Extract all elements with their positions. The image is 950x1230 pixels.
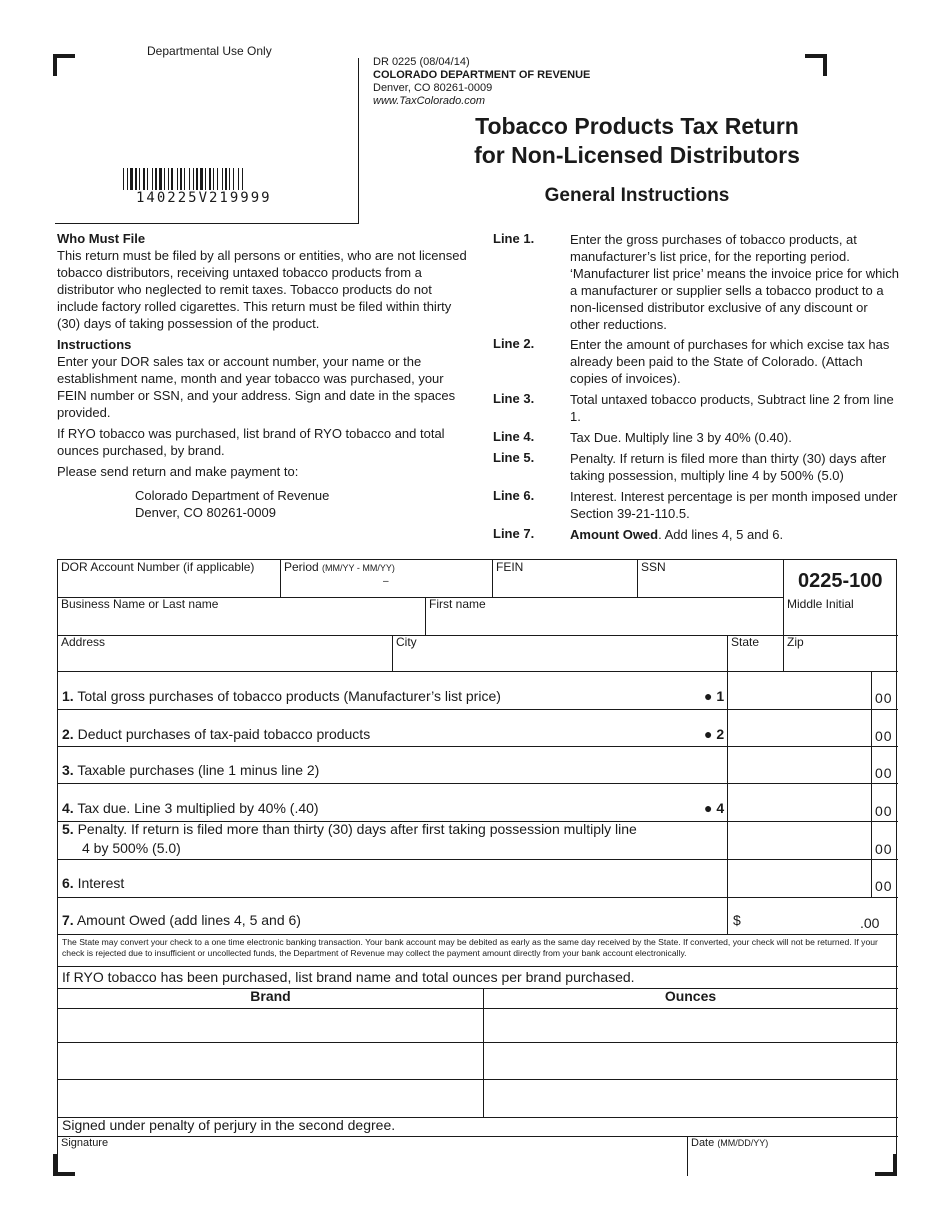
barcode-text: 140225V219999 (136, 190, 272, 206)
line-2-text: Deduct purchases of tax-paid tobacco products (77, 726, 371, 742)
barcode-bar (177, 168, 178, 190)
barcode-bar (143, 168, 145, 190)
line-3-num: 3. (62, 762, 74, 778)
ssn-label: SSN (641, 560, 666, 574)
barcode-bar (209, 168, 211, 190)
who-must-file-heading: Who Must File (57, 231, 146, 246)
brand-header: Brand (250, 988, 291, 1004)
divider (58, 709, 898, 710)
barcode-bar (123, 168, 124, 190)
ounces-header: Ounces (664, 988, 717, 1004)
line-4-cents: 00 (875, 803, 893, 819)
instr-line-7-label: Line 7. (493, 526, 535, 541)
line-7-text: Amount Owed (add lines 4, 5 and 6) (76, 912, 301, 928)
return-form (57, 559, 897, 1175)
instr-line-3-text: Total untaxed tobacco products, Subtract line 2 from line 1. (570, 392, 894, 424)
agency-name: COLORADO DEPARTMENT OF REVENUE (373, 69, 591, 81)
period-label (284, 560, 395, 574)
line-5-cents: 00 (875, 841, 893, 857)
title-line-2: for Non-Licensed Distributors (474, 142, 800, 168)
period-separator: – (383, 576, 389, 587)
line-1-num: 1. (62, 688, 74, 704)
instr-line-4-label: Line 4. (493, 429, 535, 444)
divider (871, 671, 872, 897)
line-7-num: 7. (62, 912, 74, 928)
send-text: Please send return and make payment to: (57, 464, 299, 479)
divider (783, 597, 784, 635)
barcode-bar (222, 168, 223, 190)
barcode-bar (193, 168, 194, 190)
business-name-label: Business Name or Last name (61, 597, 219, 611)
agency-city: Denver, CO 80261-0009 (373, 82, 493, 94)
instr-line-6-text: Interest. Interest percentage is per month imposed under Section 39-21-110.5. (570, 489, 898, 521)
corner-mark-top-right (805, 54, 827, 76)
barcode-bar (135, 168, 137, 190)
who-must-file-text: This return must be filed by all persons or entities, who are not licensed tobacco distributors, receiving untaxed tobacco products from a distributor who neglected to remit taxes. Tobacco products do not include factory rolled cigarettes. This return must be filed within thirty (30) days of taking possession of the product. (57, 248, 467, 331)
line-7 (62, 912, 301, 928)
line-5-text: Penalty. If return is filed more than thirty (30) days after first taking possession multiply line (77, 821, 637, 837)
divider (727, 671, 728, 934)
barcode-bar (229, 168, 230, 190)
general-instructions-heading: General Instructions (544, 185, 730, 206)
date-hint: (MM/DD/YY) (717, 1138, 769, 1148)
divider (58, 1008, 898, 1009)
instructions-text: Enter your DOR sales tax or account number, your name or the establishment name, month and year tobacco was purchased, your FEIN number or SSN, and your address. Sign and date in the spaces provided. (57, 354, 456, 420)
corner-mark-top-left (53, 54, 75, 76)
line-5-text-cont: 4 by 500% (5.0) (82, 840, 181, 856)
barcode-bar (180, 168, 182, 190)
line-2-cents: 00 (875, 728, 893, 744)
signature-label: Signature (61, 1137, 109, 1149)
divider (58, 671, 898, 672)
line-7-dollar: $ (733, 912, 741, 928)
form-id: DR 0225 (08/04/14) (373, 56, 470, 68)
divider (58, 746, 898, 747)
barcode-bar (189, 168, 190, 190)
barcode-bar (184, 168, 185, 190)
barcode-bar (130, 168, 133, 190)
zip-label: Zip (787, 635, 804, 649)
line-2-num: 2. (62, 726, 74, 742)
barcode-bar (164, 168, 165, 190)
line-6 (62, 875, 124, 891)
line-1-marker: ● 1 (704, 688, 725, 704)
barcode-bar (139, 168, 140, 190)
departmental-use-label: Departmental Use Only (147, 44, 272, 58)
form-number: 0225-100 (798, 570, 883, 592)
line-6-cents: 00 (875, 878, 893, 894)
header-underline (55, 223, 359, 224)
ryo-text: If RYO tobacco was purchased, list brand of RYO tobacco and total ounces purchased, by brand. (57, 426, 445, 458)
line-2 (62, 726, 370, 742)
divider (58, 1079, 898, 1080)
account-number-label: DOR Account Number (if applicable) (61, 560, 255, 574)
first-name-label: First name (429, 597, 486, 611)
instr-line-1-text: Enter the gross purchases of tobacco products, at manufacturer’s list price, for the reporting period. ‘Manufacturer list price’ means the invoice price for which a manufacturer or supplier sells a tobacco product to a non-licensed distributor exclusive of any discount or other reductions. (570, 232, 899, 332)
divider (58, 934, 898, 935)
line-6-num: 6. (62, 875, 74, 891)
line-2-marker: ● 2 (704, 726, 725, 742)
divider (58, 635, 898, 636)
period-label-text: Period (284, 560, 319, 574)
barcode-bar (242, 168, 243, 190)
date-label (691, 1137, 768, 1149)
header-divider (358, 58, 359, 224)
barcode (123, 168, 305, 190)
barcode-bar (217, 168, 218, 190)
barcode-bar (233, 168, 234, 190)
barcode-bar (200, 168, 203, 190)
line-1-text: Total gross purchases of tobacco products (Manufacturer’s list price) (77, 688, 501, 704)
instr-line-2-label: Line 2. (493, 336, 535, 351)
divider (637, 560, 638, 597)
barcode-bar (147, 168, 148, 190)
barcode-bar (225, 168, 227, 190)
barcode-bar (155, 168, 157, 190)
check-conversion-notice: The State may convert your check to a one time electronic banking transaction. Your bank account may be debited as early as the same day received by the State. If converted, your check will not be returned. If your check is rejected due to insufficient or uncollected funds, the Department of Revenue may collect the payment amount directly from your bank account electronically. (62, 937, 878, 958)
line-3 (62, 762, 319, 778)
left-instructions (57, 230, 467, 521)
line-3-cents: 00 (875, 765, 893, 781)
divider (392, 635, 393, 671)
instr-line-1-label: Line 1. (493, 231, 535, 246)
date-label-text: Date (691, 1137, 715, 1149)
divider (425, 597, 426, 635)
divider (280, 560, 281, 597)
instr-line-7-text (570, 526, 900, 543)
line-1-cents: 00 (875, 690, 893, 706)
divider (58, 966, 898, 967)
barcode-bar (171, 168, 173, 190)
barcode-bar (238, 168, 239, 190)
middle-initial-label: Middle Initial (787, 597, 854, 611)
barcode-bar (127, 168, 128, 190)
instr-line-5-label: Line 5. (493, 450, 535, 465)
fein-label: FEIN (496, 560, 524, 574)
address-label: Address (61, 635, 106, 649)
period-hint: (MM/YY - MM/YY) (322, 563, 395, 573)
line-6-text: Interest (77, 875, 125, 891)
barcode-bar (213, 168, 214, 190)
divider (58, 859, 898, 860)
line-4 (62, 800, 319, 816)
divider (727, 635, 728, 671)
divider (783, 560, 784, 597)
line-1 (62, 688, 501, 704)
line-3-text: Taxable purchases (line 1 minus line 2) (77, 762, 320, 778)
barcode-bar (196, 168, 198, 190)
divider (58, 783, 898, 784)
city-label: City (396, 635, 417, 649)
barcode-bar (205, 168, 206, 190)
line-5 (62, 820, 637, 858)
perjury-statement: Signed under penalty of perjury in the second degree. (62, 1117, 396, 1133)
divider (783, 635, 784, 671)
title-line-1: Tobacco Products Tax Return (475, 113, 799, 139)
instr-line-6-label: Line 6. (493, 488, 535, 503)
divider (58, 1136, 898, 1137)
mail-address-line-1: Colorado Department of Revenue (135, 488, 330, 503)
ryo-prompt: If RYO tobacco has been purchased, list brand name and total ounces per brand purchased. (62, 969, 635, 985)
line-7-cents: .00 (860, 915, 880, 931)
line-4-text: Tax due. Line 3 multiplied by 40% (.40) (77, 800, 319, 816)
barcode-bar (168, 168, 169, 190)
instr-line-5-text: Penalty. If return is filed more than thirty (30) days after taking possession, multiply line 4 by 500% (5.0) (570, 451, 887, 483)
line-4-num: 4. (62, 800, 74, 816)
instr-line-3-label: Line 3. (493, 391, 535, 406)
page-title (442, 112, 832, 170)
instr-line-4-text: Tax Due. Multiply line 3 by 40% (0.40). (570, 430, 792, 445)
line-4-marker: ● 4 (704, 800, 725, 816)
barcode-bar (152, 168, 153, 190)
barcode-bar (159, 168, 162, 190)
instr-line-2-text: Enter the amount of purchases for which excise tax has already been paid to the State of Colorado. (Attach copies of invoices). (570, 337, 890, 386)
divider (58, 897, 898, 898)
divider (896, 1136, 897, 1176)
divider (58, 1042, 898, 1043)
line-5-num: 5. (62, 821, 74, 837)
instr-line-7-rest: . Add lines 4, 5 and 6. (658, 527, 784, 542)
mail-address-line-2: Denver, CO 80261-0009 (135, 505, 276, 520)
state-label: State (731, 635, 760, 649)
agency-website: www.TaxColorado.com (373, 95, 486, 107)
instructions-heading: Instructions (57, 337, 132, 352)
divider (687, 1136, 688, 1176)
amount-owed-bold: Amount Owed (570, 527, 659, 542)
divider (492, 560, 493, 597)
